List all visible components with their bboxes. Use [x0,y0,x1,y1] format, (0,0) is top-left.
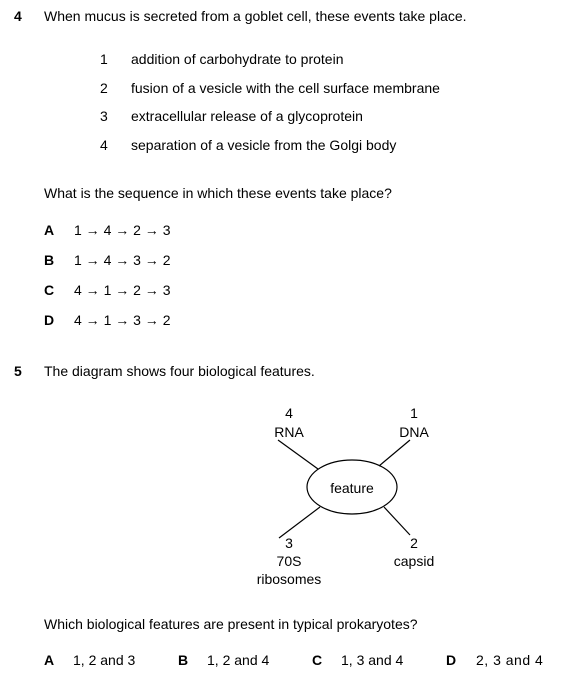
diagram-label-top-left: RNA [274,424,304,440]
question-5-stem: The diagram shows four biological features. [44,363,315,379]
option-letter: B [178,652,189,668]
question-5-number: 5 [14,363,22,379]
event-number: 4 [100,137,108,153]
connector-bottom-right [384,507,410,535]
option-text: 1, 2 and 3 [73,652,136,668]
diagram-label-bottom-left-2: ribosomes [256,571,322,587]
option-letter: C [312,652,323,668]
event-text: fusion of a vesicle with the cell surface membrane [131,80,440,96]
option-text: 2, 3 and 4 [476,652,544,668]
option-text: 1 → 4 → 2 → 3 [74,222,171,238]
diagram-label-top-right: DNA [399,424,429,440]
option-letter: A [44,652,55,668]
diagram-label-bottom-left-1: 70S [276,553,302,569]
diagram-number-top-left: 4 [285,405,293,421]
option-letter: C [44,282,55,298]
option-text: 1, 2 and 4 [207,652,270,668]
question-4-stem: When mucus is secreted from a goblet cell, these events take place. [44,8,467,24]
option-letter: B [44,252,55,268]
question-4-number: 4 [14,8,22,24]
event-text: extracellular release of a glycoprotein [131,108,363,124]
diagram-label-bottom-right: capsid [393,553,435,569]
option-letter: D [44,312,55,328]
question-5-prompt: Which biological features are present in typical prokaryotes? [44,616,418,632]
connector-top-right [379,440,410,466]
diagram-center-label: feature [330,480,374,496]
option-text: 1 → 4 → 3 → 2 [74,252,171,268]
diagram-number-top-right: 1 [410,405,418,421]
option-text: 4 → 1 → 2 → 3 [74,282,171,298]
event-text: addition of carbohydrate to protein [131,51,344,67]
option-text: 4 → 1 → 3 → 2 [74,312,171,328]
event-number: 1 [100,51,108,67]
diagram-number-bottom-left: 3 [285,535,293,551]
event-text: separation of a vesicle from the Golgi body [131,137,397,153]
diagram-number-bottom-right: 2 [410,535,418,551]
question-4-prompt: What is the sequence in which these events take place? [44,185,392,201]
connector-bottom-left [279,507,320,538]
connector-top-left [278,440,318,469]
event-number: 2 [100,80,108,96]
option-letter: A [44,222,55,238]
option-text: 1, 3 and 4 [341,652,404,668]
event-number: 3 [100,108,108,124]
option-letter: D [446,652,457,668]
